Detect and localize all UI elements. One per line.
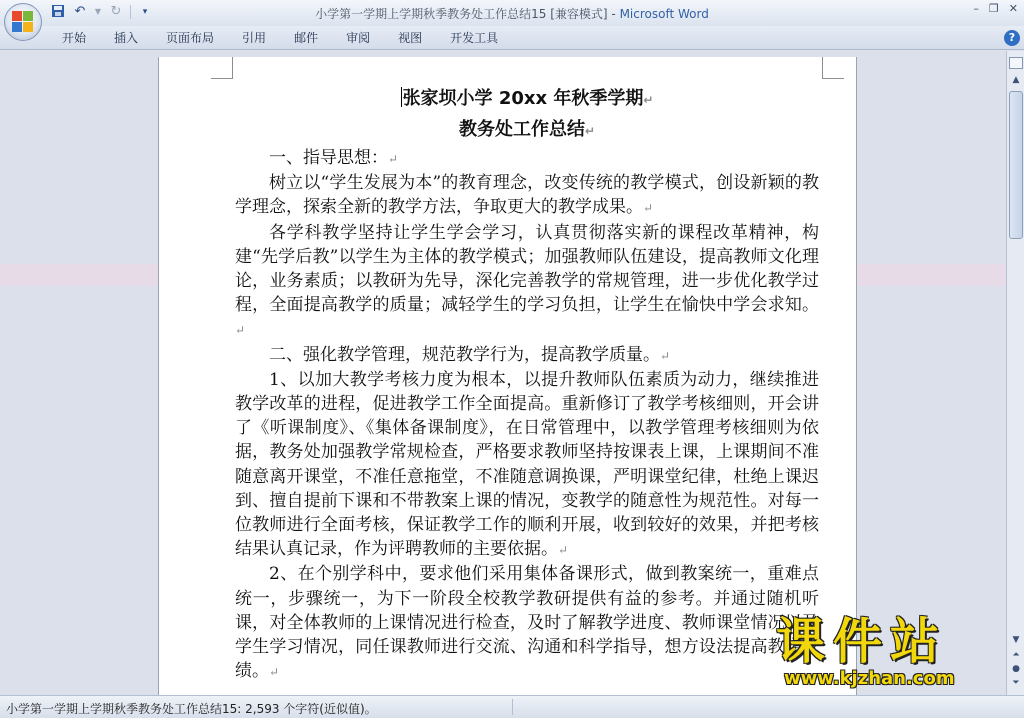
close-button[interactable]: ✕ [1008,2,1018,15]
ruler-toggle-icon[interactable] [1009,57,1023,69]
select-browse-object-icon[interactable]: ● [1012,664,1020,674]
previous-page-icon[interactable]: ⏶ [1012,650,1020,660]
tab-developer[interactable]: 开发工具 [450,31,499,45]
watermark [776,614,1024,694]
tab-review[interactable]: 审阅 [346,31,371,45]
tab-references[interactable]: 引用 [242,31,267,45]
document-page[interactable] [158,57,857,695]
restore-button[interactable]: ❐ [988,2,999,15]
crop-mark-top-left [211,57,233,79]
paragraph: 1、以加大教学考核力度为根本，以提升教师队伍素质为动力，继续推进教学改革的进程，促进教学工作全面提高。重新修订了教学考核细则，开会讲了《听课制度》、《集体备课制度》，在日常管理中，以教学管理考核细则为依据，教务处加强教学常规检查，严格要求教师坚持按课表上课，上课期间不准随意离开课堂，不准任意拖堂，不准随意调换课，严明课堂纪律，杜绝上课迟到、擅自提前下课和不带教案上课的情况，变教学的随意性为规范性。对每一位教师进行全面考核，保证教学工作的顺利开展，收到较好的效果，并把考核结果认真记录，作为评聘教师的主要依据。↵ [235,369,819,560]
tab-insert[interactable]: 插入 [114,31,139,45]
vertical-scrollbar[interactable] [1006,51,1024,695]
ribbon-tabs [48,30,512,46]
scroll-up-arrow-icon[interactable]: ▲ [1012,75,1020,85]
document-title: 小学第一学期上学期秋季教务处工作总结15 [兼容模式] - [315,7,620,21]
window-title [0,5,1024,22]
ribbon [0,26,1024,50]
watermark-logo-text: 课件站 [776,613,948,670]
paragraph: 各学科教学坚持让学生学会学习，认真贯彻落实新的课程改革精神，构建“先学后教”以学生为主体的教学模式；加强教师队伍建设，提高教师文化理论，业务素质；以教研为先导，深化完善教学的常规管理，进一步优化教学过程，全面提高教学的质量；减轻学生的学习负担，让学生在愉快中学会求知。↵ [235,222,819,338]
tab-home[interactable]: 开始 [62,31,87,45]
status-text: 小学第一学期上学期秋季教务处工作总结15: 2,593 个字符(近似值)。 [6,702,377,716]
redo-icon[interactable]: ↻ [110,4,122,19]
scrollbar-thumb[interactable] [1009,91,1023,239]
help-icon[interactable]: ? [1004,30,1020,46]
title-bar [0,0,1024,26]
tab-mailings[interactable]: 邮件 [294,31,319,45]
tab-view[interactable]: 视图 [398,31,423,45]
status-bar [0,695,1024,718]
customize-qat-icon[interactable]: ▾ [142,7,148,17]
crop-mark-top-right [822,57,844,79]
scroll-down-arrow-icon[interactable]: ▼ [1012,635,1020,645]
paragraph: 二、强化教学管理，规范教学行为，提高教学质量。↵ [269,344,671,365]
next-page-icon[interactable]: ⏷ [1012,678,1020,688]
document-title-line-2: 教务处工作总结↵ [458,119,596,140]
paragraph: 一、指导思想：↵ [269,148,399,168]
window-controls [973,2,1018,15]
document-title-line-1: 张家坝小学 20xx 年秋季学期↵ [402,88,654,109]
minimize-button[interactable]: – [973,2,979,15]
undo-dropdown-icon[interactable]: ▼ [94,7,102,16]
watermark-url: www.kjzhan.com [784,668,955,689]
paragraph: 2、在个别学科中，要求他们采用集体备课形式，做到教案统一，重难点统一，步骤统一，为下一阶段全校教学教研提供有益的参考。并通过随机听课，对全体教师的上课情况进行检查，及时了解教学进度、教师课堂情况以及学生学习情况，同任课教师进行交流、沟通和科学指导，想方设法提高教学成绩。↵ [235,564,819,682]
office-button[interactable] [4,3,42,41]
tab-page-layout[interactable]: 页面布局 [166,31,215,45]
app-name: Microsoft Word [619,7,709,21]
document-body[interactable] [235,84,819,684]
text-cursor [401,87,402,107]
office-logo-icon [12,11,34,33]
document-workspace[interactable] [0,51,1006,695]
status-divider [512,699,513,715]
paragraph: 树立以“学生发展为本”的教育理念，改变传统的教学模式，创设新颖的教学理念，探索全新的教学方法，争取更大的教学成果。↵ [235,173,819,218]
undo-icon[interactable]: ↶ [74,4,86,19]
